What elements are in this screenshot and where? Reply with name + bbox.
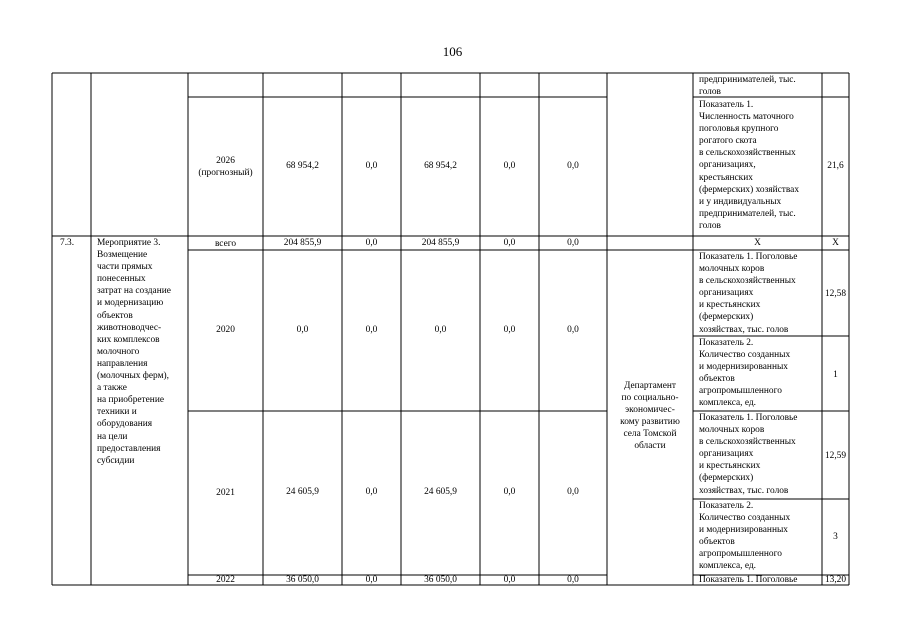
federal-cell: 0,0	[365, 238, 378, 248]
extra-cell: 0,0	[567, 161, 579, 171]
federal-cell: 0,0	[365, 487, 378, 497]
indicator-cell: Показатель 1. Поголовье молочных коров в сельскохозяйственных организациях и крестьянских (фермерских) хозяйствах, тыс. голов	[699, 252, 798, 335]
extra-cell: 0,0	[567, 325, 579, 335]
page-number: 106	[442, 44, 463, 59]
total-cell: 24 605,9	[286, 487, 319, 497]
regional-cell: 0,0	[434, 325, 447, 335]
regional-cell: 68 954,2	[424, 161, 457, 171]
regional-cell: 204 855,9	[421, 238, 460, 248]
value-cell: 12,58	[824, 289, 847, 299]
indicator-cell: Х	[754, 238, 761, 248]
indicator-cell: Показатель 1. Численность маточного поголовья крупного рогатого скота в сельскохозяйственных организациях, крестьянских (фермерских) хозяйствах и у индивидуальных предпринимателей, тыс. голов	[699, 100, 800, 231]
indicator-cell: Показатель 2. Количество созданных и модернизированных объектов агропромышленного комплекса, ед.	[699, 501, 791, 572]
local-cell: 0,0	[503, 487, 516, 497]
indicator-cell: Показатель 2. Количество созданных и модернизированных объектов агропромышленного комплекса, ед.	[699, 338, 791, 409]
total-cell: 68 954,2	[286, 161, 319, 171]
value-cell: 21,6	[827, 161, 844, 171]
value-cell: 1	[833, 370, 838, 380]
regional-cell: 36 050,0	[424, 575, 457, 585]
measure-number: 7.3.	[60, 238, 75, 248]
total-cell: 0,0	[296, 325, 309, 335]
year-cell: 2022	[216, 575, 235, 585]
executor-cell: Департамент по социально- экономичес- кому развитию села Томской области	[620, 381, 680, 452]
total-cell: 36 050,0	[286, 575, 319, 585]
year-cell: всего	[214, 239, 237, 249]
indicator-cell: Показатель 1. Поголовье молочных коров в сельскохозяйственных организациях и крестьянских (фермерских) хозяйствах, тыс. голов	[699, 413, 798, 496]
local-cell: 0,0	[503, 325, 516, 335]
regional-cell: 24 605,9	[424, 487, 457, 497]
local-cell: 0,0	[503, 575, 516, 585]
extra-cell: 0,0	[567, 238, 579, 248]
total-cell: 204 855,9	[283, 238, 322, 248]
year-cell: 2020	[216, 325, 235, 335]
value-cell: 13,20	[824, 575, 847, 585]
year-cell: 2026 (прогнозный)	[198, 156, 253, 179]
value-cell: Х	[832, 238, 839, 248]
extra-cell: 0,0	[567, 575, 579, 585]
value-cell: 12,59	[824, 451, 847, 461]
federal-cell: 0,0	[365, 325, 378, 335]
local-cell: 0,0	[503, 238, 516, 248]
federal-cell: 0,0	[365, 575, 378, 585]
year-cell: 2021	[216, 488, 235, 498]
indicator-cell: Показатель 1. Поголовье	[699, 575, 798, 585]
local-cell: 0,0	[503, 161, 516, 171]
value-cell: 3	[833, 532, 838, 542]
measure-title: Мероприятие 3. Возмещение части прямых понесенных затрат на создание и модернизацию объектов животноводчес- ких комплексов молочного направления (молочных ферм), а также на приобретение техники и оборудования на цели предоставления субсидии	[97, 238, 171, 466]
extra-cell: 0,0	[567, 487, 579, 497]
federal-cell: 0,0	[365, 161, 378, 171]
indicator-cell: предпринимателей, тыс. голов	[699, 75, 796, 98]
